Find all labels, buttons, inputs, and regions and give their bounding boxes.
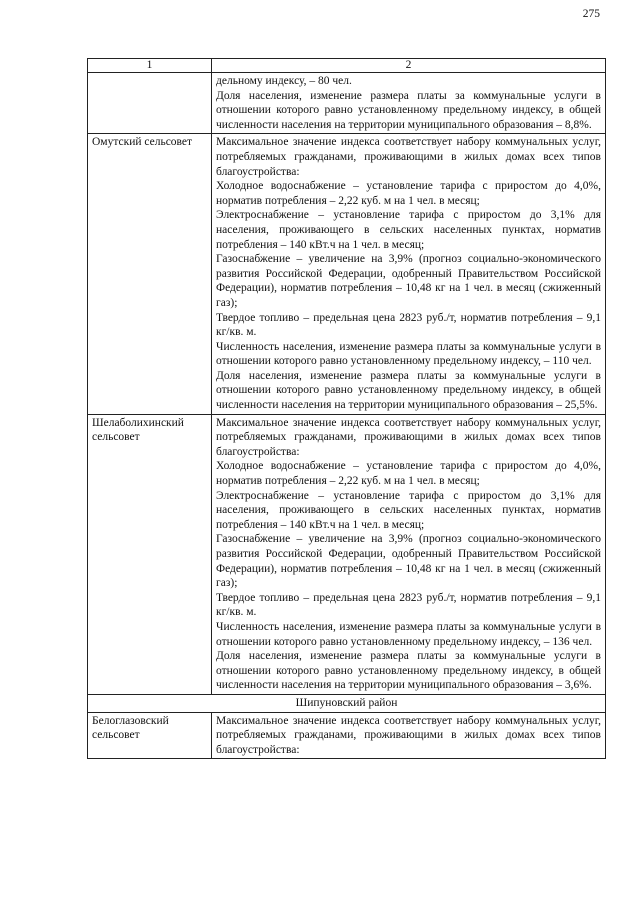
settlement-name-cell: Белоглазовский сельсовет [88,712,212,759]
paragraph: Холодное водоснабжение – установлениe тарифа с приростом до 4,0%, норматив потребления – 2,22 куб. м на 1 чел. в месяц; [216,180,601,207]
paragraph: Максимальное значение индекса соответствует набору коммунальных услуг, потребляемых гражданами, проживающими в жилых домах всех типов благоустройства: [216,136,601,178]
paragraph: Доля населения, изменение размера платы за коммунальные услуги в отношении которого равно установленному предельному индексу, в общей численности населения на территории муниципального образования – 25,5%. [216,369,601,412]
column-header-2: 2 [212,59,606,73]
utility-index-table [87,58,606,759]
paragraph: Численность населения, изменение размера платы за коммунальные услуги в отношении которого равно установленному предельному индексу, – 110 чел. [216,340,601,368]
paragraph: Доля населения, изменение размера платы за коммунальные услуги в отношении которого равно установленному предельному индексу, в общей численности населения на территории муниципального образования – 8,8%. [216,89,601,131]
table-row-continuation [88,73,606,134]
district-name: Шипуновский район [88,694,606,712]
table-header-row [88,59,606,73]
settlement-name-cell [88,73,212,134]
paragraph: Электроснабжение – установление тарифа с приростом до 3,1% для населения, проживающего в сельских населенных пунктах, норматив потребления – 140 кВт.ч на 1 чел. в месяц; [216,489,601,531]
paragraph: дельному индексу, – 80 чел. [216,75,352,87]
description-cell [212,73,606,134]
table-row [88,414,606,694]
table-row [88,134,606,414]
paragraph: Холодное водоснабжение – установление тарифа с приростом до 4,0%, норматив потребления – 2,22 куб. м на 1 чел. в месяц; [216,460,601,488]
description-cell [212,712,606,759]
description-cell [212,134,606,414]
paragraph: Доля населения, изменение размера платы за коммунальные услуги в отношении которого равно установленному предельному индексу, в общей численности населения на территории муниципального образования – 3,6%. [216,650,601,692]
column-header-1: 1 [88,59,212,73]
paragraph: Газоснабжение – увеличение на 3,9% (прогноз социально-экономического развития Российской Федерации, одобренный Правительством Российской Федерации), норматив потребления – 10,48 кг на 1 чел. в месяц (сжиженный газ); [216,253,601,309]
description-cell [212,414,606,694]
settlement-name-cell: Шелаболихинский сельсовет [88,414,212,694]
paragraph: Электроснабжение – установление тарифа с приростом до 3,1% для населения, проживающего в сельских населенных пунктах, норматив потребления – 140 кВт.ч на 1 чел. в месяц; [216,209,601,251]
district-header-row [88,694,606,712]
paragraph: Численность населения, изменение размера платы за коммунальные услуги в отношении которого равно установленному предельному индексу, – 136 чел. [216,620,601,648]
paragraph: Максимальное значение индекса соответствует набору коммунальных услуг, потребляемых гражданами, проживающими в жилых домах всех типов благоустройства: [216,416,601,458]
table-row [88,712,606,759]
paragraph: Твердое топливо – предельная цена 2823 руб./т, норматив потребления – 9,1 кг/кв. м. [216,591,601,619]
paragraph: Твердое топливо – предельная цена 2823 руб./т, норматив потребления – 9,1 кг/кв. м. [216,311,601,339]
settlement-name-cell: Омутский сельсовет [88,134,212,414]
page-number: 275 [582,8,600,20]
paragraph: Газоснабжение – увеличение на 3,9% (прогноз социально-экономического развития Российской Федерации, одобренный Правительством Российской Федерации), норматив потребления – 10,48 кг на 1 чел. в месяц (сжиженный газ); [216,533,601,590]
paragraph: Максимальное значение индекса соответствует набору коммунальных услуг, потребляемых гражданами, проживающими в жилых домах всех типов благоустройства: [216,714,601,756]
